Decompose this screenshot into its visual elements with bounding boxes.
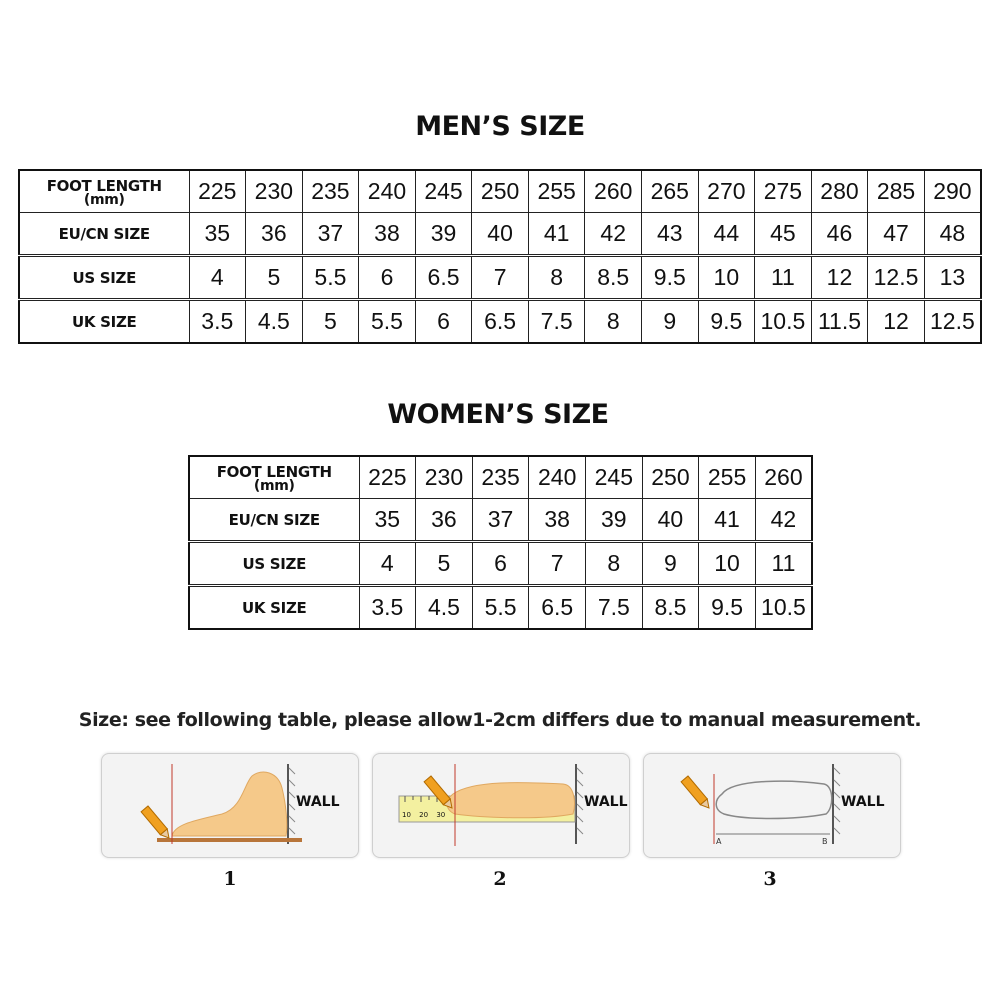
size-cell: 39 (586, 499, 643, 542)
size-cell: 35 (189, 213, 246, 256)
size-cell: 245 (586, 456, 643, 499)
men-row-2 (19, 213, 981, 256)
size-cell: 10.5 (755, 586, 812, 630)
size-cell: 260 (585, 170, 642, 213)
size-cell: 260 (755, 456, 812, 499)
row-header (189, 542, 359, 586)
size-cell: 240 (529, 456, 586, 499)
size-cell: 6 (359, 256, 416, 300)
women-size-table-body (189, 456, 812, 629)
row-header (189, 456, 359, 499)
men-row-3 (19, 256, 981, 300)
size-cell: 280 (811, 170, 868, 213)
size-cell: 5 (302, 300, 359, 344)
size-cell: 9 (642, 542, 699, 586)
size-cell: 9 (642, 300, 699, 344)
women-row-1 (189, 456, 812, 499)
size-cell: 8 (528, 256, 585, 300)
women-size-title: WOMEN’S SIZE (387, 399, 609, 430)
size-cell: 9.5 (699, 586, 756, 630)
size-cell: 6.5 (529, 586, 586, 630)
size-cell: 35 (359, 499, 416, 542)
size-cell: 6 (415, 300, 472, 344)
size-cell: 41 (699, 499, 756, 542)
women-row-4 (189, 586, 812, 630)
men-row-1 (19, 170, 981, 213)
size-cell: 10 (698, 256, 755, 300)
size-cell: 4.5 (246, 300, 303, 344)
size-cell: 235 (302, 170, 359, 213)
size-cell: 5 (416, 542, 473, 586)
size-cell: 240 (359, 170, 416, 213)
size-cell: 255 (528, 170, 585, 213)
size-cell: 230 (246, 170, 303, 213)
row-header (19, 170, 189, 213)
size-cell: 7 (472, 256, 529, 300)
men-size-title: MEN’S SIZE (415, 111, 585, 142)
size-cell: 9.5 (698, 300, 755, 344)
size-cell: 245 (415, 170, 472, 213)
row-header-label: EU/CN SIZE (228, 510, 320, 529)
size-cell: 7.5 (528, 300, 585, 344)
row-header-label: US SIZE (242, 554, 307, 573)
size-cell: 8 (586, 542, 643, 586)
size-cell: 7.5 (586, 586, 643, 630)
size-cell: 8 (585, 300, 642, 344)
row-header-label: EU/CN SIZE (58, 224, 150, 243)
size-cell: 230 (416, 456, 473, 499)
size-cell: 235 (472, 456, 529, 499)
size-cell: 7 (529, 542, 586, 586)
size-cell: 45 (755, 213, 812, 256)
size-cell: 40 (472, 213, 529, 256)
row-header (19, 256, 189, 300)
row-header (19, 213, 189, 256)
women-size-table (188, 455, 813, 630)
ruler-tick-labels (402, 811, 445, 819)
size-cell: 3.5 (359, 586, 416, 630)
size-cell: 11.5 (811, 300, 868, 344)
row-header (189, 586, 359, 630)
size-cell: 255 (699, 456, 756, 499)
size-cell: 285 (868, 170, 925, 213)
size-cell: 42 (755, 499, 812, 542)
mark-a: A (716, 837, 722, 846)
row-header (19, 300, 189, 344)
size-cell: 3.5 (189, 300, 246, 344)
ruler-tick-10: 10 (402, 811, 411, 819)
row-header-label: UK SIZE (72, 312, 137, 331)
size-cell: 12 (868, 300, 925, 344)
size-cell: 9.5 (642, 256, 699, 300)
measure-step-1-panel (101, 753, 359, 858)
wall-label-1: WALL (296, 794, 340, 810)
row-header-unit: (mm) (83, 191, 125, 208)
row-header-label: US SIZE (72, 268, 137, 287)
size-cell: 46 (811, 213, 868, 256)
size-cell: 37 (302, 213, 359, 256)
mark-b: B (822, 837, 828, 846)
size-cell: 6.5 (472, 300, 529, 344)
size-cell: 47 (868, 213, 925, 256)
size-cell: 11 (755, 542, 812, 586)
size-cell: 12 (811, 256, 868, 300)
wall-label-3: WALL (841, 794, 885, 810)
size-cell: 43 (642, 213, 699, 256)
size-cell: 39 (415, 213, 472, 256)
step-number-1: 1 (223, 868, 237, 890)
size-cell: 40 (642, 499, 699, 542)
size-cell: 36 (416, 499, 473, 542)
step-number-3: 3 (763, 868, 777, 890)
size-cell: 225 (359, 456, 416, 499)
step-number-2: 2 (493, 868, 507, 890)
measurement-note: Size: see following table, please allow1-2cm differs due to manual measurement. (78, 709, 922, 731)
size-cell: 12.5 (924, 300, 981, 344)
size-cell: 4 (359, 542, 416, 586)
size-cell: 5.5 (359, 300, 416, 344)
size-cell: 38 (359, 213, 416, 256)
size-cell: 8.5 (642, 586, 699, 630)
size-cell: 5.5 (302, 256, 359, 300)
row-header (189, 499, 359, 542)
row-header-unit: (mm) (253, 477, 295, 494)
row-header-label: FOOT LENGTH (46, 176, 162, 195)
size-cell: 250 (472, 170, 529, 213)
size-cell: 250 (642, 456, 699, 499)
ruler-tick-30: 30 (436, 811, 446, 819)
size-cell: 13 (924, 256, 981, 300)
size-cell: 225 (189, 170, 246, 213)
row-header-label: FOOT LENGTH (216, 462, 332, 481)
row-header-label: UK SIZE (242, 598, 307, 617)
measure-step-2-panel (372, 753, 630, 858)
men-size-table-body (19, 170, 981, 343)
size-cell: 42 (585, 213, 642, 256)
women-row-3 (189, 542, 812, 586)
size-cell: 38 (529, 499, 586, 542)
size-cell: 4.5 (416, 586, 473, 630)
ruler-tick-20: 20 (419, 811, 429, 819)
size-cell: 10.5 (755, 300, 812, 344)
women-row-2 (189, 499, 812, 542)
men-size-table (18, 169, 982, 344)
size-cell: 48 (924, 213, 981, 256)
size-cell: 290 (924, 170, 981, 213)
size-cell: 6.5 (415, 256, 472, 300)
size-cell: 4 (189, 256, 246, 300)
size-cell: 270 (698, 170, 755, 213)
measure-step-3-panel (643, 753, 901, 858)
size-cell: 275 (755, 170, 812, 213)
size-cell: 10 (699, 542, 756, 586)
size-cell: 44 (698, 213, 755, 256)
size-cell: 8.5 (585, 256, 642, 300)
size-cell: 36 (246, 213, 303, 256)
size-cell: 5 (246, 256, 303, 300)
size-cell: 5.5 (472, 586, 529, 630)
wall-label-2: WALL (584, 794, 628, 810)
size-cell: 41 (528, 213, 585, 256)
size-cell: 37 (472, 499, 529, 542)
men-row-4 (19, 300, 981, 344)
size-cell: 265 (642, 170, 699, 213)
size-cell: 11 (755, 256, 812, 300)
size-cell: 12.5 (868, 256, 925, 300)
size-cell: 6 (472, 542, 529, 586)
